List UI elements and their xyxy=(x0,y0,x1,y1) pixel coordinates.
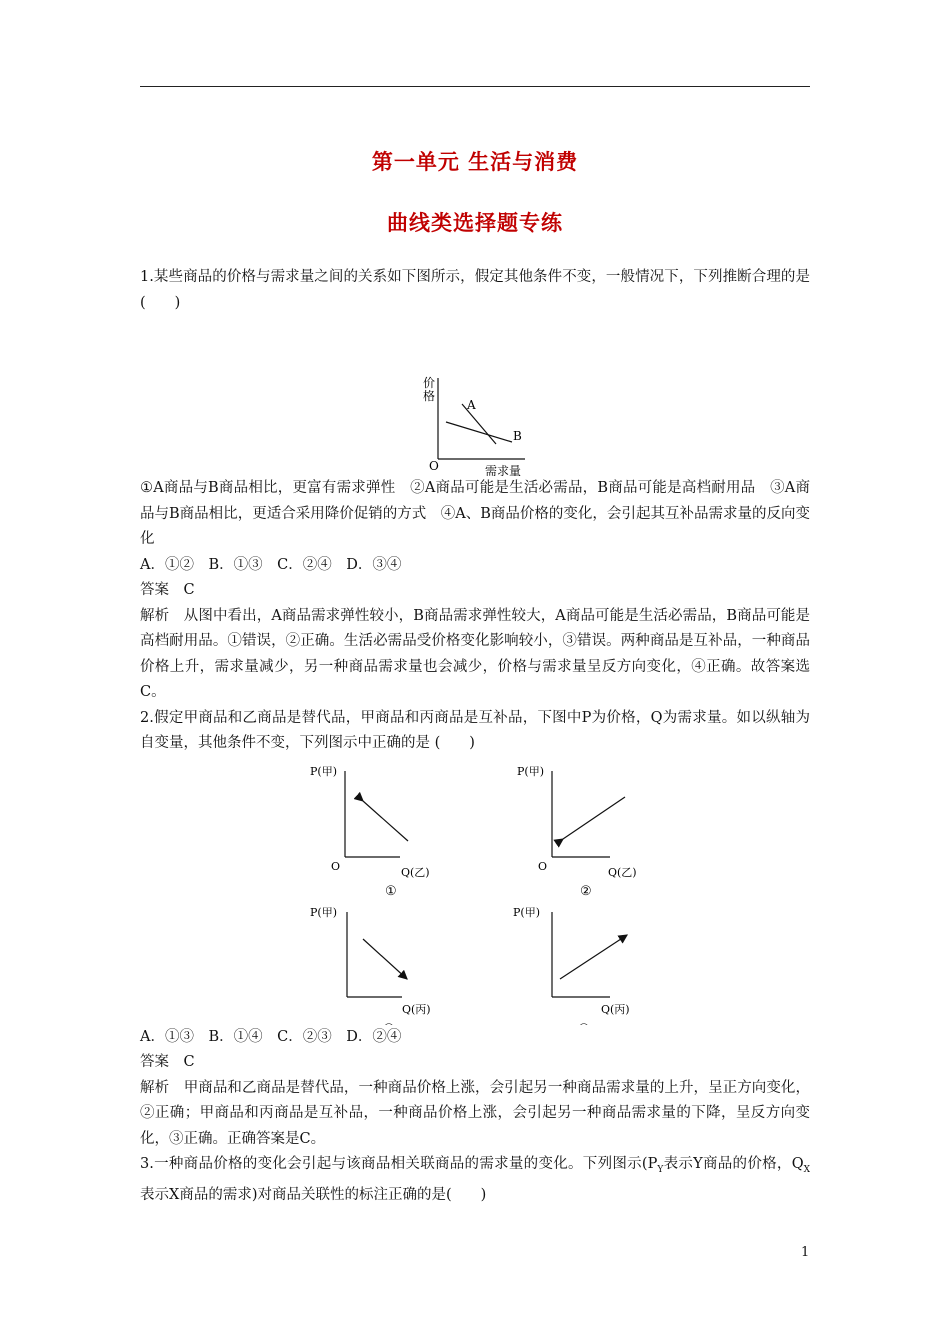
q2-graph-3-num xyxy=(383,1022,395,1025)
q2-graph-2-x-label: Q(乙) xyxy=(608,865,637,879)
unit-title: 第一单元 生活与消费 xyxy=(371,149,579,174)
q2-answer: 答案 C xyxy=(140,1054,195,1070)
q3-stem xyxy=(140,1152,810,1209)
q2-options: A．①③ B．①④ C．②③ D．②④ xyxy=(140,1028,402,1045)
q2-graph-2-origin: O xyxy=(538,859,548,873)
q2-graph-1-y-label: P(甲) xyxy=(310,764,337,778)
q1-demand-chart xyxy=(140,316,810,476)
q2-graph-1-line xyxy=(363,801,408,841)
q2-graph-3-line xyxy=(363,939,407,979)
q3-stem-part-3: 表示X商品的需求)对商品关联性的标注正确的是( ) xyxy=(140,1187,487,1204)
q2-analysis: 解析 甲商品和乙商品是替代品，一种商品价格上涨，会引起另一种商品需求量的上升，呈正方向变化，②正确；甲商品和丙商品是互补品，一种商品价格上涨，会引起另一种商品需求量的下降，呈反方向变化，③正确。正确答案是C。 xyxy=(140,1079,810,1147)
header-rule xyxy=(140,86,810,87)
q2-stem: 2.假定甲商品和乙商品是替代品，甲商品和丙商品是互补品，下图中P为价格，Q为需求量。如以纵轴为自变量，其他条件不变，下列图示中正确的是 ( ) xyxy=(140,709,810,751)
q1-analysis: 解析 从图中看出，A商品需求弹性较小，B商品需求弹性较大，A商品可能是生活必需品，B商品可能是高档耐用品。①错误，②正确。生活必需品受价格变化影响较小，③错误。两种商品是互补品，一种商品价格上升，需求量减少，另一种商品需求量也会减少，价格与需求量呈反方向变化，④正确。故答案选C。 xyxy=(140,607,810,700)
q2-graph-4-num xyxy=(578,1022,590,1025)
q2-graphs xyxy=(140,757,810,1025)
q3-sub-y: Y xyxy=(657,1164,664,1175)
q1-answer: 答案 C xyxy=(140,582,195,598)
q2-graph-4-line xyxy=(560,935,627,979)
q2-graph-4-y-label: P(甲) xyxy=(513,905,540,919)
q1-options: A．①② B．①③ C．②④ D．③④ xyxy=(140,556,402,573)
q2-graph-3 xyxy=(310,906,431,1025)
q2-graph-4-x-label: Q(丙) xyxy=(601,1002,630,1016)
q3-stem-part-1: 3.一种商品价格的变化会引起与该商品相关联商品的需求量的变化。下列图示(P xyxy=(140,1156,658,1172)
q2-graph-2 xyxy=(517,765,637,899)
q1-y-label-2: 格 xyxy=(423,389,436,403)
q1-y-label-1: 价 xyxy=(423,376,436,390)
q2-graph-1 xyxy=(310,765,430,899)
q2-graph-3-y-label: P(甲) xyxy=(310,905,337,919)
q1-line-b xyxy=(446,422,512,442)
q2-graph-2-num: ② xyxy=(580,883,592,899)
page-number: 1 xyxy=(801,1245,810,1260)
q1-origin: O xyxy=(429,459,439,473)
q3-stem-part-2: 表示Y商品的价格，Q xyxy=(663,1156,804,1172)
q3-sub-x: X xyxy=(803,1164,810,1175)
q2-graph-2-y-label: P(甲) xyxy=(517,764,544,778)
q2-graph-1-x-label: Q(乙) xyxy=(401,865,430,879)
q2-graph-2-line xyxy=(563,797,625,839)
q1-x-label: 需求量 xyxy=(485,464,522,476)
q2-figure xyxy=(140,757,810,1025)
q1-stem: 1.某些商品的价格与需求量之间的关系如下图所示，假定其他条件不变，一般情况下，下列推断合理的是( ) xyxy=(140,269,810,311)
document-body xyxy=(140,265,810,1209)
q2-graph-1-origin: O xyxy=(331,859,341,873)
q2-graph-3-x-label: Q(丙) xyxy=(402,1002,431,1016)
q1-figure xyxy=(140,316,810,476)
q1-statements: ①A商品与B商品相比，更富有需求弹性 ②A商品可能是生活必需品，B商品可能是高档耐用品 ③A商品与B商品相比，更适合采用降价促销的方式 ④A、B商品价格的变化，会引起其互补品需求量的反向变化 xyxy=(140,480,810,547)
subtitle: 曲线类选择题专练 xyxy=(387,210,563,235)
q2-graph-1-num: ① xyxy=(385,883,397,899)
q1-line-a-label: A xyxy=(467,398,476,412)
q2-graph-4 xyxy=(513,906,630,1025)
q1-line-b-label: B xyxy=(513,429,522,443)
